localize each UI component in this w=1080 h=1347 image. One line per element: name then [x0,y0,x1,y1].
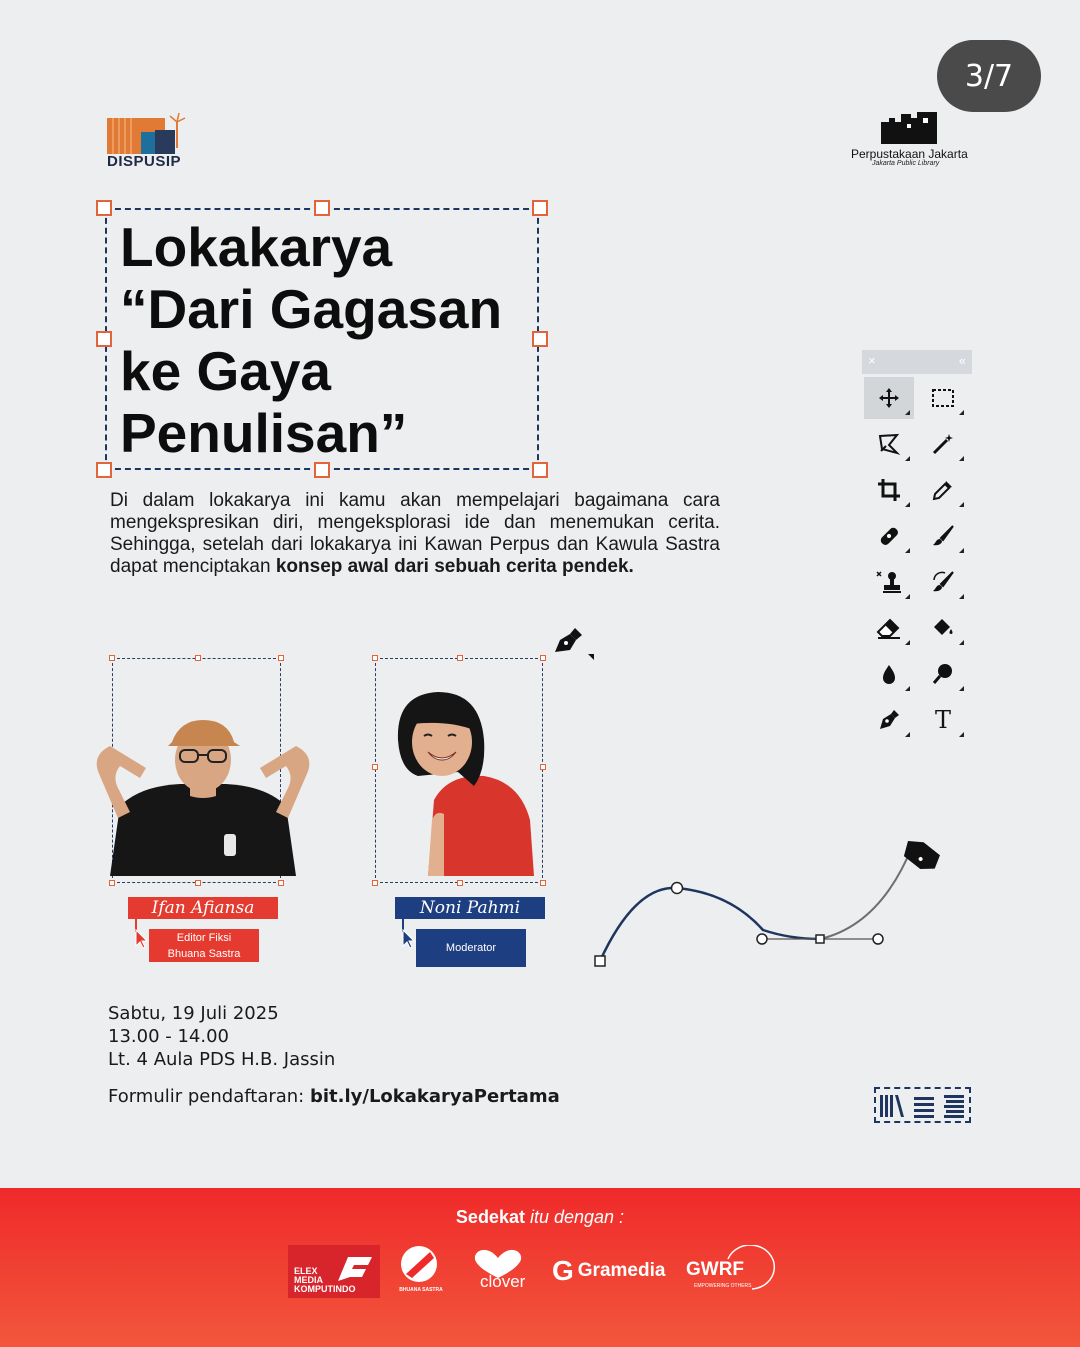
move-icon [878,387,900,409]
elex-line: KOMPUTINDO [294,1284,356,1294]
cursor-icon [134,918,150,953]
cursor-icon [401,918,417,953]
crop-icon [877,478,901,502]
selection-handle[interactable] [532,462,548,478]
title-line: Penulisan” [120,402,408,464]
pen-icon [877,708,901,732]
moderator-role-tag [416,929,526,967]
paint-bucket-icon [931,616,955,640]
title-line: ke Gaya [120,340,332,402]
move-tool[interactable] [864,377,914,419]
healing-tool[interactable] [864,515,914,557]
toolbar-header [862,350,972,374]
selection-handle[interactable] [532,331,548,347]
selection-handle[interactable] [96,200,112,216]
speaker-role-line: Editor Fiksi [176,931,232,944]
sponsor-gramedia [552,1256,665,1286]
moderator-role: Moderator [445,942,497,954]
frame-handle[interactable] [372,764,378,770]
frame-handle[interactable] [540,764,546,770]
frame-handle[interactable] [540,655,546,661]
bhuana-logo-icon [396,1244,442,1284]
marquee-tool[interactable] [918,377,968,419]
blur-icon [879,662,899,686]
registration-link[interactable]: bit.ly/LokakaryaPertama [309,1086,560,1107]
elex-mark-icon [334,1251,376,1287]
marquee-icon [931,388,955,408]
elex-line: ELEX [294,1266,318,1276]
speaker-name: Ifan Afiansa [151,898,255,918]
dodge-tool[interactable] [918,653,968,695]
dispusip-logo [107,112,187,159]
collapse-icon[interactable]: « [958,353,966,368]
close-icon[interactable]: × [868,353,876,368]
perpustakaan-logo [881,110,937,149]
type-icon: T [934,706,951,734]
bookshelf-icon [874,1087,971,1123]
frame-handle[interactable] [278,655,284,661]
event-time: 13.00 - 14.00 [108,1026,229,1047]
frame-handle[interactable] [372,880,378,886]
brush-icon [931,524,955,548]
page-counter: 3/7 [937,40,1041,112]
frame-handle[interactable] [109,655,115,661]
gramedia-g-icon: G [552,1255,574,1286]
description [110,490,720,578]
event-venue: Lt. 4 Aula PDS H.B. Jassin [108,1049,336,1070]
sponsor-bhuana-sastra [396,1244,443,1293]
stamp-icon [876,570,902,594]
speaker-role-line: Bhuana Sastra [167,947,241,960]
title-line: Lokakarya [120,216,393,278]
magic-wand-icon [931,432,955,456]
sponsor-gwrf [686,1245,782,1293]
healing-icon [877,524,901,548]
gwrf-text: GWRF [686,1259,745,1280]
magic-wand-tool[interactable] [918,423,968,465]
selection-handle[interactable] [532,200,548,216]
lasso-tool[interactable] [864,423,914,465]
description-bold: konsep awal dari sebuah cerita pendek. [275,556,634,577]
frame-handle[interactable] [540,880,546,886]
pen-tool[interactable] [864,699,914,741]
speaker-photo-ifan [90,716,316,883]
crop-tool[interactable] [864,469,914,511]
history-brush-icon [931,570,955,594]
event-date: Sabtu, 19 Juli 2025 [108,1003,279,1024]
eyedropper-tool[interactable] [918,469,968,511]
eraser-tool[interactable] [864,607,914,649]
footer-title-italic: itu dengan : [524,1207,625,1227]
footer-title-bold: Sedekat [455,1207,525,1227]
eyedropper-icon [931,478,955,502]
selection-handle[interactable] [314,200,330,216]
dodge-icon [931,662,955,686]
selection-handle[interactable] [96,331,112,347]
speaker-name-tag [128,897,278,919]
registration [108,1086,560,1107]
bezier-path [590,835,950,980]
description-text: Di dalam lokakarya ini kamu akan mempelajari bagaimana cara mengekspresikan diri, mengeksplorasi ide dan menemukan cerita. Sehingga, setelah dari lokakarya ini Kawan Perpus dan Kawula Sastra dapat menciptakan [110,490,720,577]
paint-bucket-tool[interactable] [918,607,968,649]
perpustakaan-sublabel: Jakarta Public Library [872,160,940,167]
elex-line: MEDIA [294,1275,323,1285]
selection-handle[interactable] [314,462,330,478]
toolbar [864,377,970,741]
selection-handle[interactable] [96,462,112,478]
eraser-icon [876,616,902,640]
bhuana-text: BHUANA SASTRA [399,1287,443,1293]
gwrf-subtext: EMPOWERING OTHERS [694,1283,752,1289]
footer-title [0,1207,1080,1228]
gramedia-text: Gramedia [577,1260,666,1281]
moderator-name-tag [395,897,545,919]
speaker-photo-noni [388,690,538,883]
stamp-tool[interactable] [864,561,914,603]
lasso-icon [877,432,901,456]
frame-handle[interactable] [195,655,201,661]
perpustakaan-label: Perpustakaan Jakarta [851,147,968,161]
frame-handle[interactable] [372,655,378,661]
event-details [108,1002,335,1071]
sponsor-elex-media [288,1245,380,1298]
type-tool[interactable] [918,699,968,741]
speaker-role-tag [149,929,259,962]
pen-cursor-icon [552,622,596,667]
blur-tool[interactable] [864,653,914,695]
title-line: “Dari Gagasan [120,278,503,340]
dispusip-label: DISPUSIP [107,153,182,170]
sponsor-clover [466,1246,530,1296]
registration-label: Formulir pendaftaran: [108,1086,310,1107]
history-brush-tool[interactable] [918,561,968,603]
clover-text: clover [480,1272,526,1291]
page-title [120,216,502,464]
moderator-name: Noni Pahmi [419,898,521,918]
frame-handle[interactable] [457,655,463,661]
brush-tool[interactable] [918,515,968,557]
